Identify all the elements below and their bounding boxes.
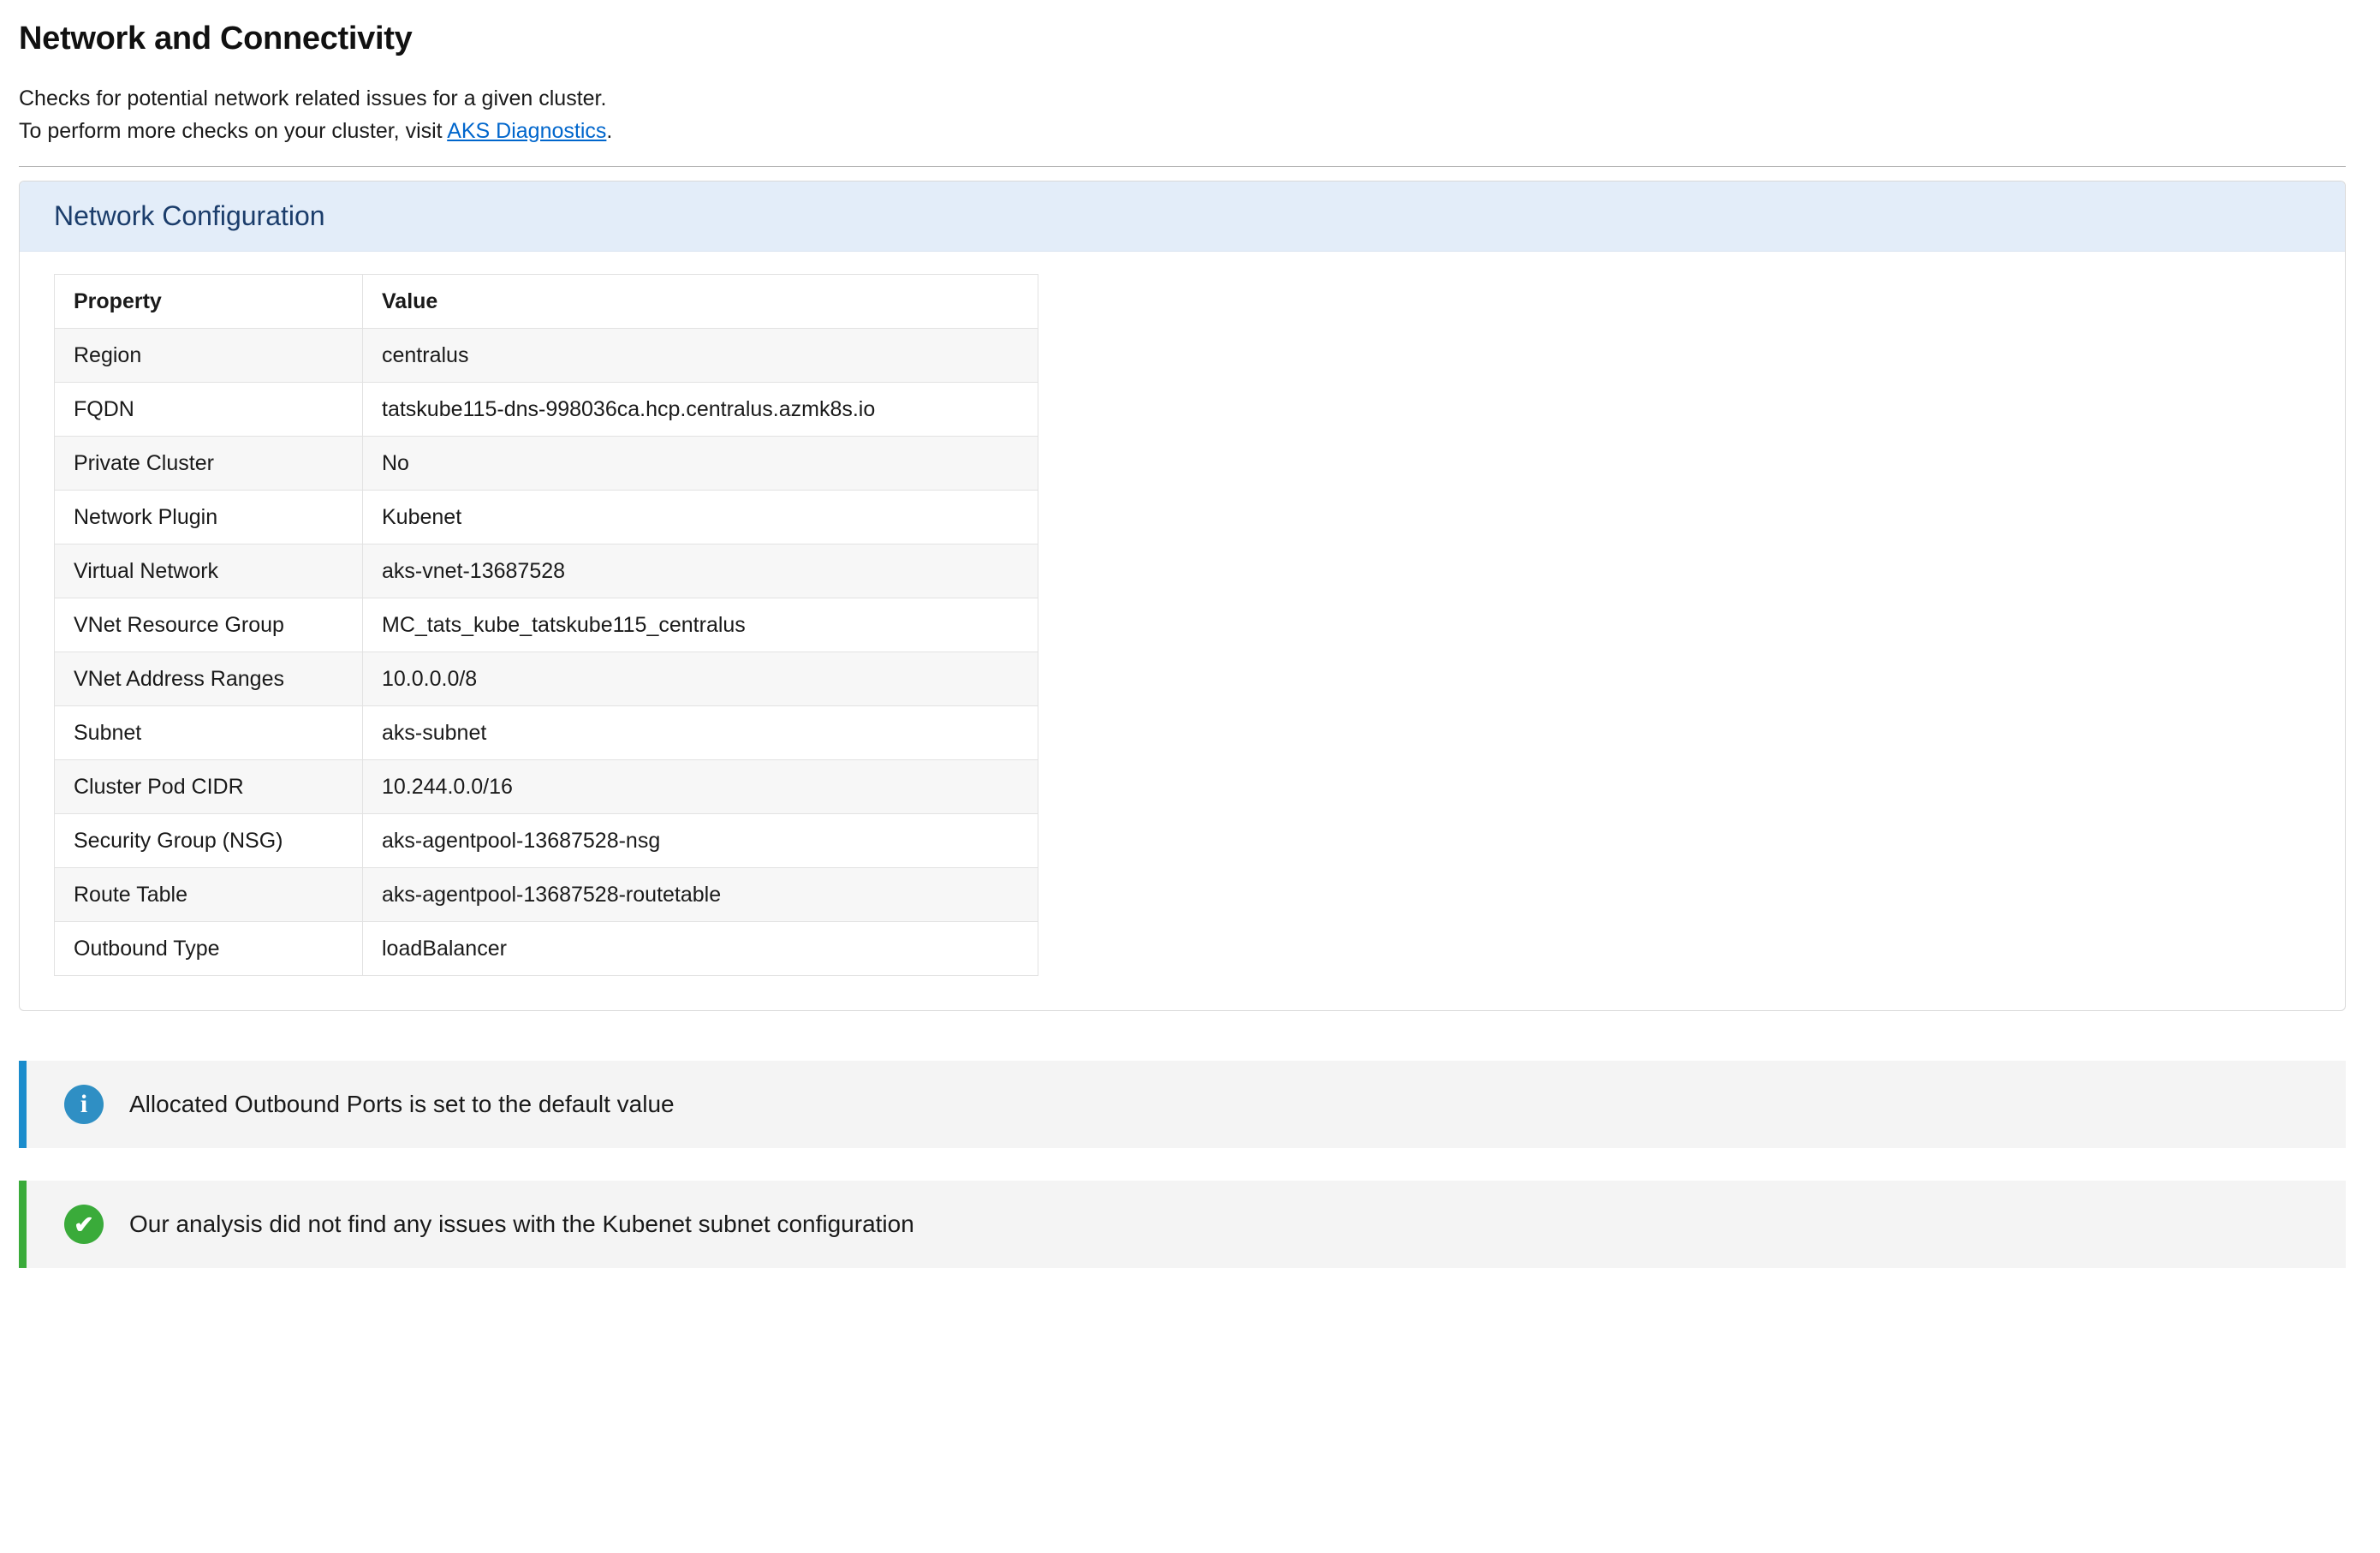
row-value: No [363,437,1038,491]
table-header-row [55,275,1038,329]
page-title: Network and Connectivity [19,21,413,57]
row-property: VNet Resource Group [55,598,363,652]
info-circle-icon: i [64,1085,104,1124]
row-property: Subnet [55,706,363,760]
alert-subnet-configuration [19,1181,2346,1268]
alert-message: Allocated Outbound Ports is set to the default value [129,1091,675,1117]
row-value: aks-subnet [363,706,1038,760]
description-suffix: . [606,118,613,143]
row-value: aks-agentpool-13687528-nsg [363,814,1038,868]
table-row [55,491,1038,544]
page-description [19,83,2346,147]
description-prefix: To perform more checks on your cluster, visit [19,118,448,143]
aks-diagnostics-link[interactable]: AKS Diagnostics [447,118,607,143]
check-circle-icon: ✔ [64,1205,104,1244]
table-row [55,329,1038,383]
row-property: VNet Address Ranges [55,652,363,706]
row-value: centralus [363,329,1038,383]
column-header-property: Property [55,275,363,329]
header-divider [19,166,2346,167]
row-value: aks-vnet-13687528 [363,544,1038,598]
row-value: 10.0.0.0/8 [363,652,1038,706]
alert-outbound-ports [19,1061,2346,1148]
row-property: Security Group (NSG) [55,814,363,868]
table-row [55,437,1038,491]
table-row [55,652,1038,706]
table-row [55,868,1038,922]
row-property: Route Table [55,868,363,922]
row-value: aks-agentpool-13687528-routetable [363,868,1038,922]
row-value: tatskube115-dns-998036ca.hcp.centralus.azmk8s.io [363,383,1038,437]
row-property: Region [55,329,363,383]
alert-message: Our analysis did not find any issues with the Kubenet subnet configuration [129,1211,914,1237]
description-line-2 [19,116,2346,148]
table-row [55,922,1038,976]
network-configuration-panel [19,181,2346,1011]
panel-header [20,181,2345,252]
row-value: 10.244.0.0/16 [363,760,1038,814]
row-property: FQDN [55,383,363,437]
alerts-section [19,1061,2346,1268]
row-property: Cluster Pod CIDR [55,760,363,814]
panel-body [20,252,2345,1010]
table-row [55,760,1038,814]
row-property: Private Cluster [55,437,363,491]
column-header-value: Value [363,275,1038,329]
panel-title: Network Configuration [54,200,325,231]
table-row [55,383,1038,437]
row-value: Kubenet [363,491,1038,544]
row-value: MC_tats_kube_tatskube115_centralus [363,598,1038,652]
table-row [55,814,1038,868]
table-row [55,706,1038,760]
table-row [55,598,1038,652]
row-property: Network Plugin [55,491,363,544]
network-properties-table [54,274,1038,976]
row-property: Virtual Network [55,544,363,598]
row-value: loadBalancer [363,922,1038,976]
row-property: Outbound Type [55,922,363,976]
table-row [55,544,1038,598]
description-line-1: Checks for potential network related issues for a given cluster. [19,86,607,110]
